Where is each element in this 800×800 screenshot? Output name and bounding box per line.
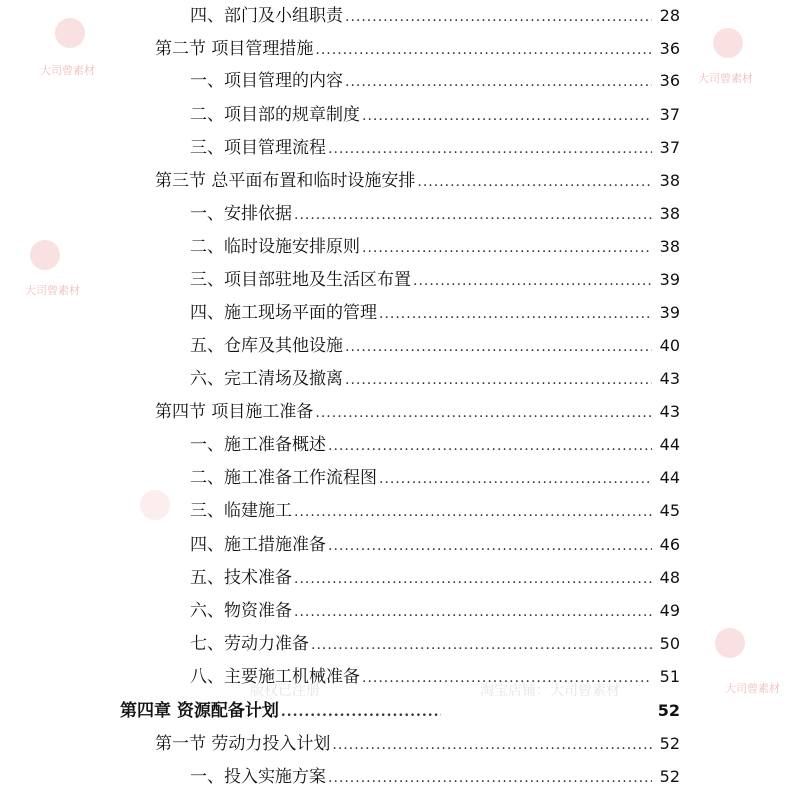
watermark-logo-icon [713, 28, 743, 58]
toc-entry-title: 第四节 项目施工准备 [155, 402, 314, 422]
toc-entry-title: 一、安排依据 [190, 204, 292, 224]
toc-entry-page: 46 [659, 535, 680, 554]
dot-leader [315, 37, 652, 63]
watermark-brand: 大司曾素材 [40, 64, 95, 77]
toc-entry[interactable] [190, 565, 680, 591]
toc-entry-title: 一、施工准备概述 [190, 435, 326, 455]
toc-entry-title: 第二节 项目管理措施 [155, 39, 314, 59]
toc-entry-page: 37 [659, 105, 680, 124]
watermark-logo-icon [140, 490, 170, 520]
toc-entry[interactable] [190, 201, 680, 227]
toc-entry-page: 40 [659, 336, 680, 355]
toc-entry-page: 28 [659, 6, 680, 25]
dot-leader [311, 632, 652, 658]
toc-entry-title: 二、施工准备工作流程图 [190, 468, 377, 488]
watermark-brand: 大司曾素材 [725, 682, 780, 695]
toc-entry-title: 五、仓库及其他设施 [190, 336, 343, 356]
watermark-logo-icon [715, 628, 745, 658]
dot-leader [294, 499, 652, 525]
toc-entry-page: 51 [659, 667, 680, 686]
toc-entry-title: 二、项目部的规章制度 [190, 105, 360, 125]
watermark-logo-icon [55, 18, 85, 48]
toc-entry-page: 52 [659, 767, 680, 786]
toc-entry-page: 39 [659, 270, 680, 289]
dot-leader [345, 367, 652, 393]
toc-entry[interactable] [190, 498, 680, 524]
toc-entry-page: 38 [659, 204, 680, 223]
toc-entry-page: 36 [659, 71, 680, 90]
toc-entry-page: 52 [659, 734, 680, 753]
toc-entry[interactable] [190, 532, 680, 558]
toc-entry-title: 七、劳动力准备 [190, 634, 309, 654]
toc-entry[interactable] [190, 432, 680, 458]
dot-leader [281, 699, 441, 725]
toc-entry[interactable] [190, 465, 680, 491]
toc-entry-title: 第三节 总平面布置和临时设施安排 [155, 171, 416, 191]
toc-entry-title: 六、完工清场及撤离 [190, 369, 343, 389]
toc-entry-title: 三、项目部驻地及生活区布置 [190, 270, 411, 290]
dot-leader [328, 136, 652, 162]
toc-entry-page: 50 [659, 634, 680, 653]
toc-entry[interactable] [190, 3, 680, 29]
toc-entry[interactable] [190, 333, 680, 359]
toc-entry-page: 43 [659, 369, 680, 388]
dot-leader [294, 566, 652, 592]
dot-leader [345, 334, 652, 360]
toc-entry[interactable] [190, 68, 680, 94]
dot-leader [362, 103, 652, 129]
toc-entry-title: 五、技术准备 [190, 568, 292, 588]
toc-entry-title: 三、项目管理流程 [190, 138, 326, 158]
dot-leader [379, 466, 652, 492]
toc-entry-title: 第四章 资源配备计划 [120, 701, 279, 721]
toc-entry-page: 44 [659, 435, 680, 454]
toc-entry[interactable] [190, 300, 680, 326]
toc-entry[interactable] [155, 36, 680, 62]
toc-entry[interactable] [155, 731, 680, 757]
dot-leader [294, 202, 652, 228]
toc-entry[interactable] [190, 366, 680, 392]
toc-entry-page: 36 [659, 39, 680, 58]
dot-leader [328, 765, 652, 791]
dot-leader [362, 235, 652, 261]
toc-entry[interactable] [190, 631, 680, 657]
toc-entry[interactable] [190, 234, 680, 260]
toc-entry-page: 48 [659, 568, 680, 587]
watermark-copyright: 版权已注册 [250, 683, 320, 699]
dot-leader [328, 533, 652, 559]
dot-leader [332, 732, 652, 758]
toc-entry-title: 第一节 劳动力投入计划 [155, 734, 331, 754]
toc-entry-page: 44 [659, 468, 680, 487]
toc-entry[interactable] [190, 598, 680, 624]
toc-entry-page: 43 [659, 402, 680, 421]
toc-entry-page: 52 [657, 701, 680, 720]
toc-entry[interactable] [190, 764, 680, 790]
dot-leader [345, 69, 652, 95]
dot-leader [413, 268, 652, 294]
dot-leader [294, 599, 652, 625]
toc-chapter-entry[interactable] [120, 698, 680, 724]
toc-entry[interactable] [190, 102, 680, 128]
toc-entry-title: 一、项目管理的内容 [190, 71, 343, 91]
toc-entry-page: 49 [659, 601, 680, 620]
dot-leader [315, 400, 652, 426]
watermark-brand: 大司曾素材 [25, 284, 80, 297]
toc-entry[interactable] [155, 168, 680, 194]
toc-entry-page: 45 [659, 501, 680, 520]
toc-entry-title: 八、主要施工机械准备 [190, 667, 360, 687]
toc-entry[interactable] [190, 135, 680, 161]
toc-entry-page: 38 [659, 171, 680, 190]
toc-entry-title: 四、施工措施准备 [190, 535, 326, 555]
toc-entry-page: 39 [659, 303, 680, 322]
dot-leader [379, 301, 652, 327]
toc-entry-title: 二、临时设施安排原则 [190, 237, 360, 257]
toc-entry-page: 38 [659, 237, 680, 256]
dot-leader [417, 169, 652, 195]
toc-entry-title: 四、部门及小组职责 [190, 6, 343, 26]
toc-entry[interactable] [190, 267, 680, 293]
dot-leader [345, 4, 652, 30]
toc-entry-title: 六、物资准备 [190, 601, 292, 621]
watermark-logo-icon [30, 240, 60, 270]
toc-entry-page: 37 [659, 138, 680, 157]
watermark-shop: 淘宝店铺：大司曾素材 [480, 683, 620, 699]
toc-entry-title: 一、投入实施方案 [190, 767, 326, 787]
dot-leader [328, 433, 652, 459]
toc-entry[interactable] [155, 399, 680, 425]
toc-entry-title: 三、临建施工 [190, 501, 292, 521]
toc-entry-title: 四、施工现场平面的管理 [190, 303, 377, 323]
watermark-brand: 大司曾素材 [698, 72, 753, 85]
